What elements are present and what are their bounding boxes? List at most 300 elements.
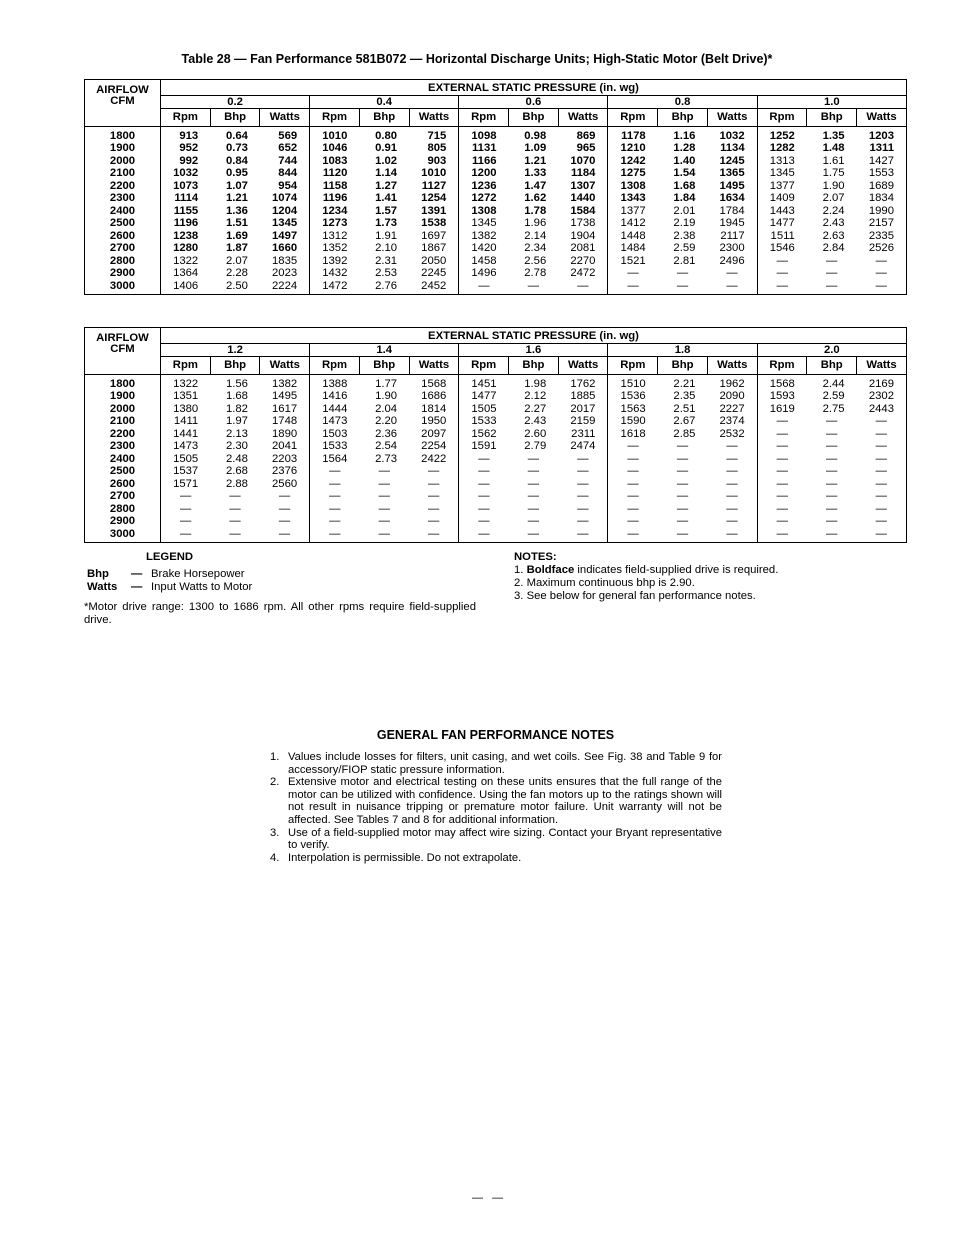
- value-cell: 1945: [707, 217, 757, 230]
- value-cell: —: [558, 465, 608, 478]
- value-cell: 2452: [409, 280, 459, 295]
- value-cell: 1950: [409, 415, 459, 428]
- value-cell: —: [329, 465, 341, 477]
- value-cell: 1204: [260, 205, 310, 218]
- value-cell: —: [478, 502, 490, 515]
- value-cell: 1689: [868, 179, 894, 192]
- note-number: 3.: [270, 826, 280, 839]
- value-cell: 1308: [471, 204, 497, 217]
- value-cell: 1477: [769, 217, 795, 229]
- fan-performance-table-2: [84, 327, 907, 543]
- value-cell: —: [707, 453, 757, 466]
- table-row: [85, 192, 907, 205]
- value-cell: 1200: [471, 167, 497, 179]
- value-cell: 1867: [409, 242, 459, 255]
- value-cell: 2270: [558, 255, 608, 268]
- value-cell: —: [875, 527, 887, 540]
- value-cell: 1322: [173, 254, 199, 267]
- value-cell: 1.41: [375, 192, 398, 204]
- value-cell: 1.97: [225, 415, 248, 427]
- value-cell: —: [527, 502, 540, 515]
- column-header: Watts: [409, 109, 459, 127]
- value-cell: 1634: [707, 192, 757, 205]
- value-cell: —: [875, 267, 887, 279]
- table-row: [85, 528, 907, 543]
- value-cell: —: [875, 254, 887, 267]
- value-cell: 2.35: [673, 390, 696, 402]
- value-cell: —: [229, 527, 241, 540]
- value-cell: —: [378, 465, 390, 477]
- column-header: Watts: [707, 357, 757, 375]
- value-cell: —: [558, 478, 608, 491]
- value-cell: 1322: [173, 377, 199, 390]
- value-cell: —: [409, 465, 459, 478]
- value-cell: 2560: [260, 478, 310, 491]
- fan-performance-table-1: [84, 79, 907, 295]
- table-row: [85, 180, 907, 193]
- value-cell: 1210: [620, 142, 646, 154]
- value-cell: —: [527, 465, 540, 477]
- value-cell: 1473: [322, 415, 348, 427]
- pressure-header: 1.0: [757, 95, 906, 109]
- value-cell: —: [676, 502, 689, 515]
- value-cell: 2.43: [524, 415, 547, 427]
- value-cell: —: [676, 452, 689, 465]
- value-cell: 805: [409, 142, 459, 155]
- value-cell: 1252: [769, 129, 795, 142]
- value-cell: —: [826, 490, 838, 502]
- legend-dash: —: [131, 581, 143, 593]
- table-title: Table 28 — Fan Performance 581B072 — Horizontal Discharge Units; High-Static Motor (Belt Drive)*: [181, 52, 773, 66]
- value-cell: 1432: [322, 267, 348, 279]
- value-cell: 2023: [260, 267, 310, 280]
- value-cell: 1904: [558, 230, 608, 243]
- value-cell: 2300: [707, 242, 757, 255]
- cfm-cell: 2100: [85, 415, 161, 428]
- value-cell: —: [676, 527, 689, 540]
- column-header: Bhp: [658, 109, 708, 127]
- value-cell: 1158: [322, 179, 348, 192]
- value-cell: —: [179, 490, 192, 502]
- value-cell: 1392: [322, 254, 348, 267]
- value-cell: —: [260, 490, 310, 503]
- value-cell: 2.43: [822, 217, 845, 229]
- cfm-cell: 2000: [85, 155, 161, 168]
- value-cell: 1593: [769, 390, 795, 402]
- column-header: Bhp: [359, 109, 409, 127]
- value-cell: —: [329, 527, 341, 540]
- value-cell: 869: [558, 126, 608, 142]
- value-cell: 2.30: [225, 440, 248, 452]
- column-header: Rpm: [459, 357, 509, 375]
- note-number: 3.: [514, 590, 524, 602]
- table-row: [85, 205, 907, 218]
- value-cell: —: [826, 279, 838, 292]
- value-cell: 1074: [260, 192, 310, 205]
- airflow-cfm-header: AIRFLOW CFM: [85, 80, 161, 127]
- column-header: Bhp: [210, 357, 260, 375]
- value-cell: 1313: [769, 154, 795, 167]
- value-cell: —: [676, 490, 689, 502]
- value-cell: —: [627, 502, 639, 515]
- value-cell: —: [826, 440, 838, 452]
- value-cell: 2.53: [375, 267, 398, 279]
- value-cell: —: [478, 477, 490, 490]
- value-cell: —: [329, 502, 341, 515]
- note-number: 2.: [270, 776, 280, 789]
- value-cell: 1503: [322, 427, 348, 440]
- value-cell: 1203: [868, 129, 894, 142]
- value-cell: 1120: [322, 167, 348, 179]
- value-cell: —: [409, 478, 459, 491]
- value-cell: 1245: [707, 155, 757, 168]
- value-cell: —: [558, 490, 608, 503]
- value-cell: —: [776, 465, 788, 477]
- value-cell: 2.81: [673, 254, 696, 267]
- value-cell: 844: [260, 167, 310, 180]
- value-cell: 1.16: [673, 129, 696, 142]
- table-row: [85, 217, 907, 230]
- value-cell: —: [707, 465, 757, 478]
- general-note-item: [270, 852, 722, 865]
- column-header: Watts: [707, 109, 757, 127]
- value-cell: 1738: [558, 217, 608, 230]
- notes-heading: NOTES:: [514, 551, 557, 563]
- value-cell: 1.84: [673, 192, 696, 204]
- value-cell: 2050: [409, 255, 459, 268]
- value-cell: —: [478, 279, 490, 292]
- value-cell: 1990: [868, 204, 894, 217]
- page-footer: — —: [472, 1192, 504, 1204]
- column-header: Bhp: [658, 357, 708, 375]
- table-row: [85, 242, 907, 255]
- value-cell: 1495: [260, 390, 310, 403]
- legend-text-watts: Input Watts to Motor: [151, 581, 253, 593]
- value-cell: 2.24: [822, 204, 845, 217]
- value-cell: —: [776, 452, 788, 465]
- value-cell: 1.57: [375, 204, 398, 217]
- value-cell: 2474: [558, 440, 608, 453]
- column-header: Watts: [409, 357, 459, 375]
- column-header: Rpm: [310, 109, 360, 127]
- value-cell: 1546: [769, 242, 795, 254]
- value-cell: —: [776, 254, 788, 267]
- value-cell: —: [676, 477, 689, 490]
- value-cell: 913: [179, 129, 199, 142]
- value-cell: —: [260, 503, 310, 516]
- value-cell: 1.77: [375, 377, 398, 390]
- value-cell: 1382: [471, 229, 497, 242]
- value-cell: 1238: [173, 229, 199, 242]
- value-cell: 569: [260, 126, 310, 142]
- cfm-cell: 2800: [85, 255, 161, 268]
- note-number: 2.: [514, 577, 524, 589]
- value-cell: 1409: [769, 192, 795, 204]
- cfm-cell: 2300: [85, 440, 161, 453]
- legend: [84, 551, 484, 626]
- value-cell: —: [478, 452, 490, 465]
- value-cell: 1568: [769, 377, 795, 390]
- value-cell: 1617: [260, 403, 310, 416]
- cfm-cell: 3000: [85, 280, 161, 295]
- column-header: Bhp: [210, 109, 260, 127]
- value-cell: 2081: [558, 242, 608, 255]
- value-cell: —: [875, 515, 887, 527]
- value-cell: 1083: [322, 154, 348, 167]
- value-cell: 2.12: [524, 390, 547, 402]
- cfm-cell: 2600: [85, 230, 161, 243]
- value-cell: 2157: [868, 217, 894, 229]
- value-cell: 744: [260, 155, 310, 168]
- value-cell: 1538: [409, 217, 459, 230]
- value-cell: 1234: [322, 204, 348, 217]
- note-text: Use of a field-supplied motor may affect wire sizing. Contact your Bryant representative to verify.: [288, 826, 722, 852]
- value-cell: —: [676, 267, 689, 279]
- value-cell: —: [478, 490, 490, 502]
- cfm-cell: 1900: [85, 390, 161, 403]
- value-cell: 1032: [707, 126, 757, 142]
- value-cell: —: [875, 279, 887, 292]
- value-cell: 1098: [471, 129, 497, 142]
- value-cell: 0.98: [524, 129, 547, 142]
- value-cell: 1345: [260, 217, 310, 230]
- value-cell: —: [378, 502, 390, 515]
- note-text: Interpolation is permissible. Do not extrapolate.: [288, 851, 522, 864]
- value-cell: 1505: [173, 452, 199, 465]
- value-cell: 1.09: [524, 142, 547, 154]
- value-cell: 2526: [868, 242, 894, 254]
- value-cell: 1444: [322, 402, 348, 415]
- value-cell: 1.27: [375, 179, 398, 192]
- value-cell: 1380: [173, 402, 199, 415]
- value-cell: 1178: [621, 129, 646, 142]
- value-cell: 1.69: [225, 229, 248, 242]
- value-cell: 1885: [558, 390, 608, 403]
- value-cell: 1.78: [524, 204, 547, 217]
- column-header: Rpm: [608, 109, 658, 127]
- value-cell: 1351: [173, 390, 199, 402]
- value-cell: —: [558, 453, 608, 466]
- cfm-cell: 2500: [85, 217, 161, 230]
- value-cell: 1619: [769, 402, 795, 415]
- value-cell: —: [676, 440, 689, 452]
- value-cell: —: [409, 515, 459, 528]
- value-cell: 1473: [173, 440, 199, 452]
- table-row: [85, 403, 907, 416]
- value-cell: 1.87: [225, 242, 248, 254]
- value-cell: 2.50: [225, 279, 248, 292]
- value-cell: —: [875, 427, 887, 440]
- note-number: 1.: [270, 751, 280, 763]
- value-cell: —: [776, 502, 788, 515]
- value-cell: —: [409, 528, 459, 543]
- value-cell: —: [179, 502, 192, 515]
- note-text: See below for general fan performance notes.: [526, 590, 756, 602]
- value-cell: 1196: [173, 217, 199, 229]
- value-cell: 1451: [471, 377, 497, 390]
- value-cell: 1.40: [673, 154, 696, 167]
- value-cell: 1184: [558, 167, 608, 180]
- value-cell: 2.21: [673, 377, 696, 390]
- value-cell: —: [776, 279, 788, 292]
- value-cell: 2.79: [524, 440, 547, 452]
- cfm-cell: 2200: [85, 180, 161, 193]
- value-cell: 1416: [322, 390, 348, 402]
- value-cell: —: [627, 515, 639, 527]
- value-cell: 2.34: [524, 242, 547, 254]
- pressure-header: 1.4: [310, 343, 459, 357]
- value-cell: 2.56: [524, 254, 547, 267]
- value-cell: 1443: [769, 204, 795, 217]
- column-header: Watts: [857, 357, 907, 375]
- value-cell: 2.10: [375, 242, 398, 254]
- value-cell: 2376: [260, 465, 310, 478]
- value-cell: 1505: [471, 402, 497, 415]
- value-cell: —: [707, 440, 757, 453]
- value-cell: 1254: [409, 192, 459, 205]
- value-cell: 1070: [558, 155, 608, 168]
- value-cell: —: [558, 528, 608, 543]
- value-cell: 1.98: [524, 377, 547, 390]
- value-cell: 1660: [260, 242, 310, 255]
- value-cell: 1814: [409, 403, 459, 416]
- value-cell: 2.88: [225, 477, 248, 490]
- value-cell: 1686: [409, 390, 459, 403]
- value-cell: 1312: [322, 229, 348, 242]
- value-cell: 1391: [409, 205, 459, 218]
- value-cell: 1.68: [673, 179, 696, 192]
- table-row: [85, 478, 907, 491]
- table-row: [85, 230, 907, 243]
- value-cell: 1377: [769, 179, 795, 192]
- value-cell: 2169: [868, 377, 894, 390]
- value-cell: 1.35: [822, 129, 845, 142]
- table-row: [85, 503, 907, 516]
- value-cell: 1537: [173, 465, 199, 477]
- value-cell: 1784: [707, 205, 757, 218]
- value-cell: 1.33: [524, 167, 547, 179]
- value-cell: 1.21: [225, 192, 248, 204]
- cfm-cell: 2800: [85, 503, 161, 516]
- legend-dash: —: [131, 568, 143, 580]
- value-cell: 1.75: [822, 167, 845, 179]
- value-cell: 2.67: [673, 415, 696, 427]
- table-row: [85, 490, 907, 503]
- value-cell: —: [826, 465, 838, 477]
- value-cell: 2.60: [524, 427, 547, 440]
- value-cell: 1533: [322, 440, 348, 452]
- value-cell: 965: [558, 142, 608, 155]
- esp-header: EXTERNAL STATIC PRESSURE (in. wg): [161, 328, 907, 344]
- value-cell: 2.27: [524, 402, 547, 415]
- value-cell: 1345: [471, 217, 497, 229]
- value-cell: —: [329, 515, 341, 527]
- value-cell: —: [527, 515, 540, 527]
- note-number: 1.: [514, 564, 524, 576]
- value-cell: 1536: [620, 390, 646, 402]
- column-header: Rpm: [757, 357, 807, 375]
- value-cell: 1618: [620, 427, 646, 440]
- value-cell: 2.85: [673, 427, 696, 440]
- value-cell: —: [826, 527, 838, 540]
- value-cell: —: [826, 427, 838, 440]
- value-cell: 1388: [322, 377, 348, 390]
- column-header: Watts: [558, 357, 608, 375]
- value-cell: —: [627, 452, 639, 465]
- value-cell: 1.82: [225, 402, 248, 415]
- value-cell: —: [776, 415, 788, 427]
- table-row: [85, 255, 907, 268]
- value-cell: —: [329, 490, 341, 502]
- general-notes-list: [270, 751, 722, 864]
- column-header: Bhp: [359, 357, 409, 375]
- column-header: Bhp: [807, 109, 857, 127]
- note-item: [514, 590, 844, 603]
- value-cell: 1748: [260, 415, 310, 428]
- value-cell: 1.73: [375, 217, 398, 229]
- value-cell: 1308: [620, 179, 646, 192]
- value-cell: 2.73: [375, 452, 398, 465]
- value-cell: 2.54: [375, 440, 398, 452]
- value-cell: 1272: [471, 192, 497, 204]
- value-cell: —: [776, 527, 788, 540]
- value-cell: 1311: [869, 142, 894, 154]
- value-cell: 2254: [409, 440, 459, 453]
- value-cell: 2.68: [225, 465, 248, 477]
- value-cell: 0.73: [225, 142, 248, 154]
- note-bold: Boldface: [526, 564, 575, 576]
- value-cell: —: [707, 280, 757, 295]
- value-cell: —: [826, 477, 838, 490]
- value-cell: —: [627, 477, 639, 490]
- value-cell: 2.59: [822, 390, 845, 402]
- value-cell: 1590: [620, 415, 646, 427]
- value-cell: —: [558, 515, 608, 528]
- value-cell: —: [527, 477, 540, 490]
- value-cell: —: [776, 440, 788, 452]
- value-cell: —: [826, 452, 838, 465]
- value-cell: 1835: [260, 255, 310, 268]
- value-cell: 1762: [558, 374, 608, 390]
- cfm-cell: 2400: [85, 453, 161, 466]
- value-cell: 2159: [558, 415, 608, 428]
- value-cell: —: [826, 515, 838, 527]
- value-cell: 1441: [173, 427, 199, 440]
- table-row: [85, 440, 907, 453]
- value-cell: 1591: [471, 440, 497, 452]
- value-cell: 2224: [260, 280, 310, 295]
- pressure-header: 1.8: [608, 343, 757, 357]
- value-cell: 1046: [322, 142, 348, 154]
- value-cell: —: [378, 515, 390, 527]
- value-cell: 1834: [868, 192, 894, 204]
- value-cell: 1412: [620, 217, 646, 229]
- note-number: 4.: [270, 851, 280, 864]
- table-row: [85, 142, 907, 155]
- value-cell: 2041: [260, 440, 310, 453]
- value-cell: 1496: [471, 267, 497, 279]
- value-cell: —: [378, 490, 390, 502]
- table-row: [85, 415, 907, 428]
- value-cell: 1568: [409, 374, 459, 390]
- notes: [514, 551, 844, 603]
- value-cell: 2.04: [375, 402, 398, 415]
- value-cell: 1307: [558, 180, 608, 193]
- cfm-cell: 2300: [85, 192, 161, 205]
- value-cell: —: [229, 502, 241, 515]
- value-cell: 1521: [620, 254, 646, 267]
- value-cell: 1114: [174, 192, 199, 204]
